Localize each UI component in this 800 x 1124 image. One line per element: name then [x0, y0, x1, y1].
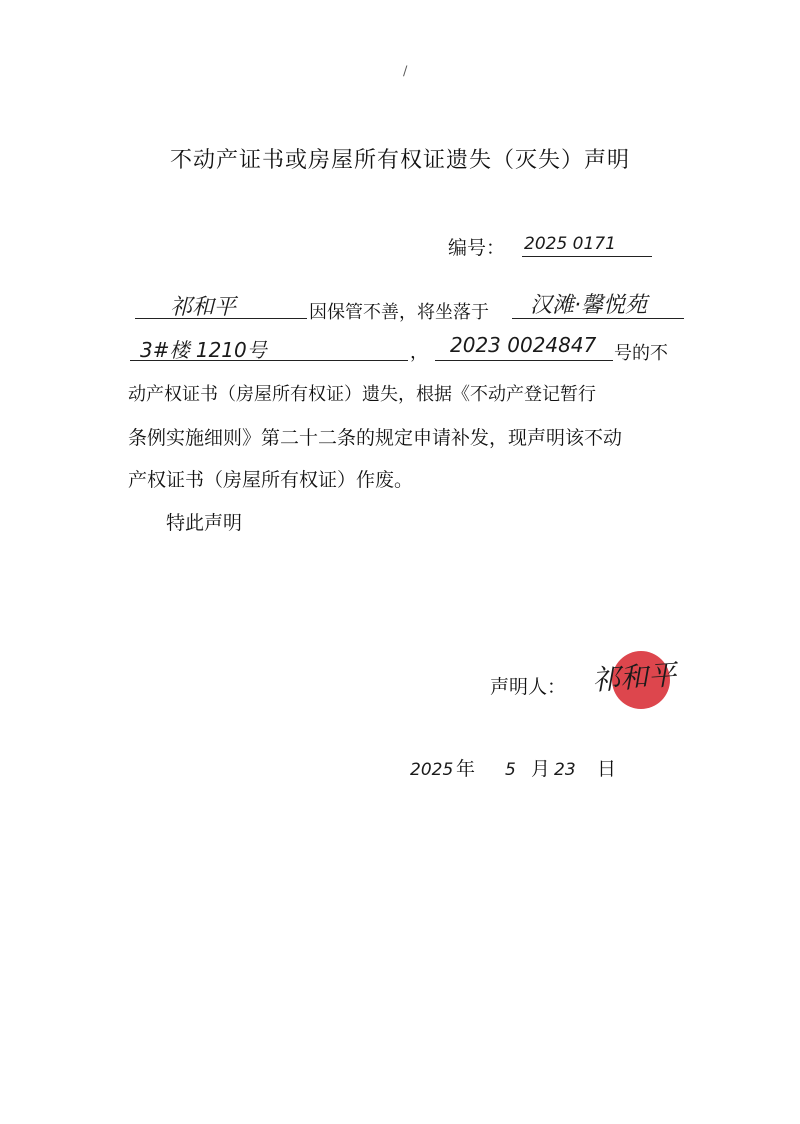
date-month-label: 月 [531, 758, 551, 780]
page-mark: / [403, 64, 408, 79]
closing-text: 特此声明 [166, 512, 243, 534]
address-underline-2 [130, 360, 408, 361]
declarant-signature: 祁和平 [591, 658, 678, 697]
number-label: 编号： [448, 237, 506, 259]
date-month: 5 [505, 760, 516, 780]
declaration-line-3: 动产权证书（房屋所有权证）遗失，根据《不动产登记暂行 [128, 384, 596, 405]
declaration-line-5: 产权证书（房屋所有权证）作废。 [128, 469, 414, 491]
owner-name-handwritten: 祁和平 [170, 295, 237, 320]
address-underline-1 [512, 318, 684, 319]
owner-name-underline [135, 318, 307, 319]
date-day: 23 [554, 760, 576, 780]
declaration-text-1: 因保管不善，将坐落于 [309, 302, 489, 323]
certificate-number-handwritten: 2023 0024847 [450, 333, 597, 357]
address-handwritten-1: 汉滩·馨悦苑 [530, 293, 647, 318]
number-underline [522, 256, 652, 257]
declaration-text-2: 号的不 [614, 343, 668, 364]
number-value: 2025 0171 [524, 234, 616, 254]
page-title: 不动产证书或房屋所有权证遗失（灭失）声明 [169, 148, 630, 173]
certificate-number-underline [435, 360, 613, 361]
date-day-label: 日 [597, 758, 617, 780]
declarant-label: 声明人： [490, 676, 567, 698]
date-year: 2025 [410, 760, 454, 780]
declaration-line-4: 条例实施细则》第二十二条的规定申请补发，现声明该不动 [128, 427, 623, 449]
declaration-comma: ， [410, 342, 428, 363]
address-handwritten-2: 3#楼 1210号 [140, 338, 267, 362]
date-year-label: 年 [456, 758, 476, 780]
